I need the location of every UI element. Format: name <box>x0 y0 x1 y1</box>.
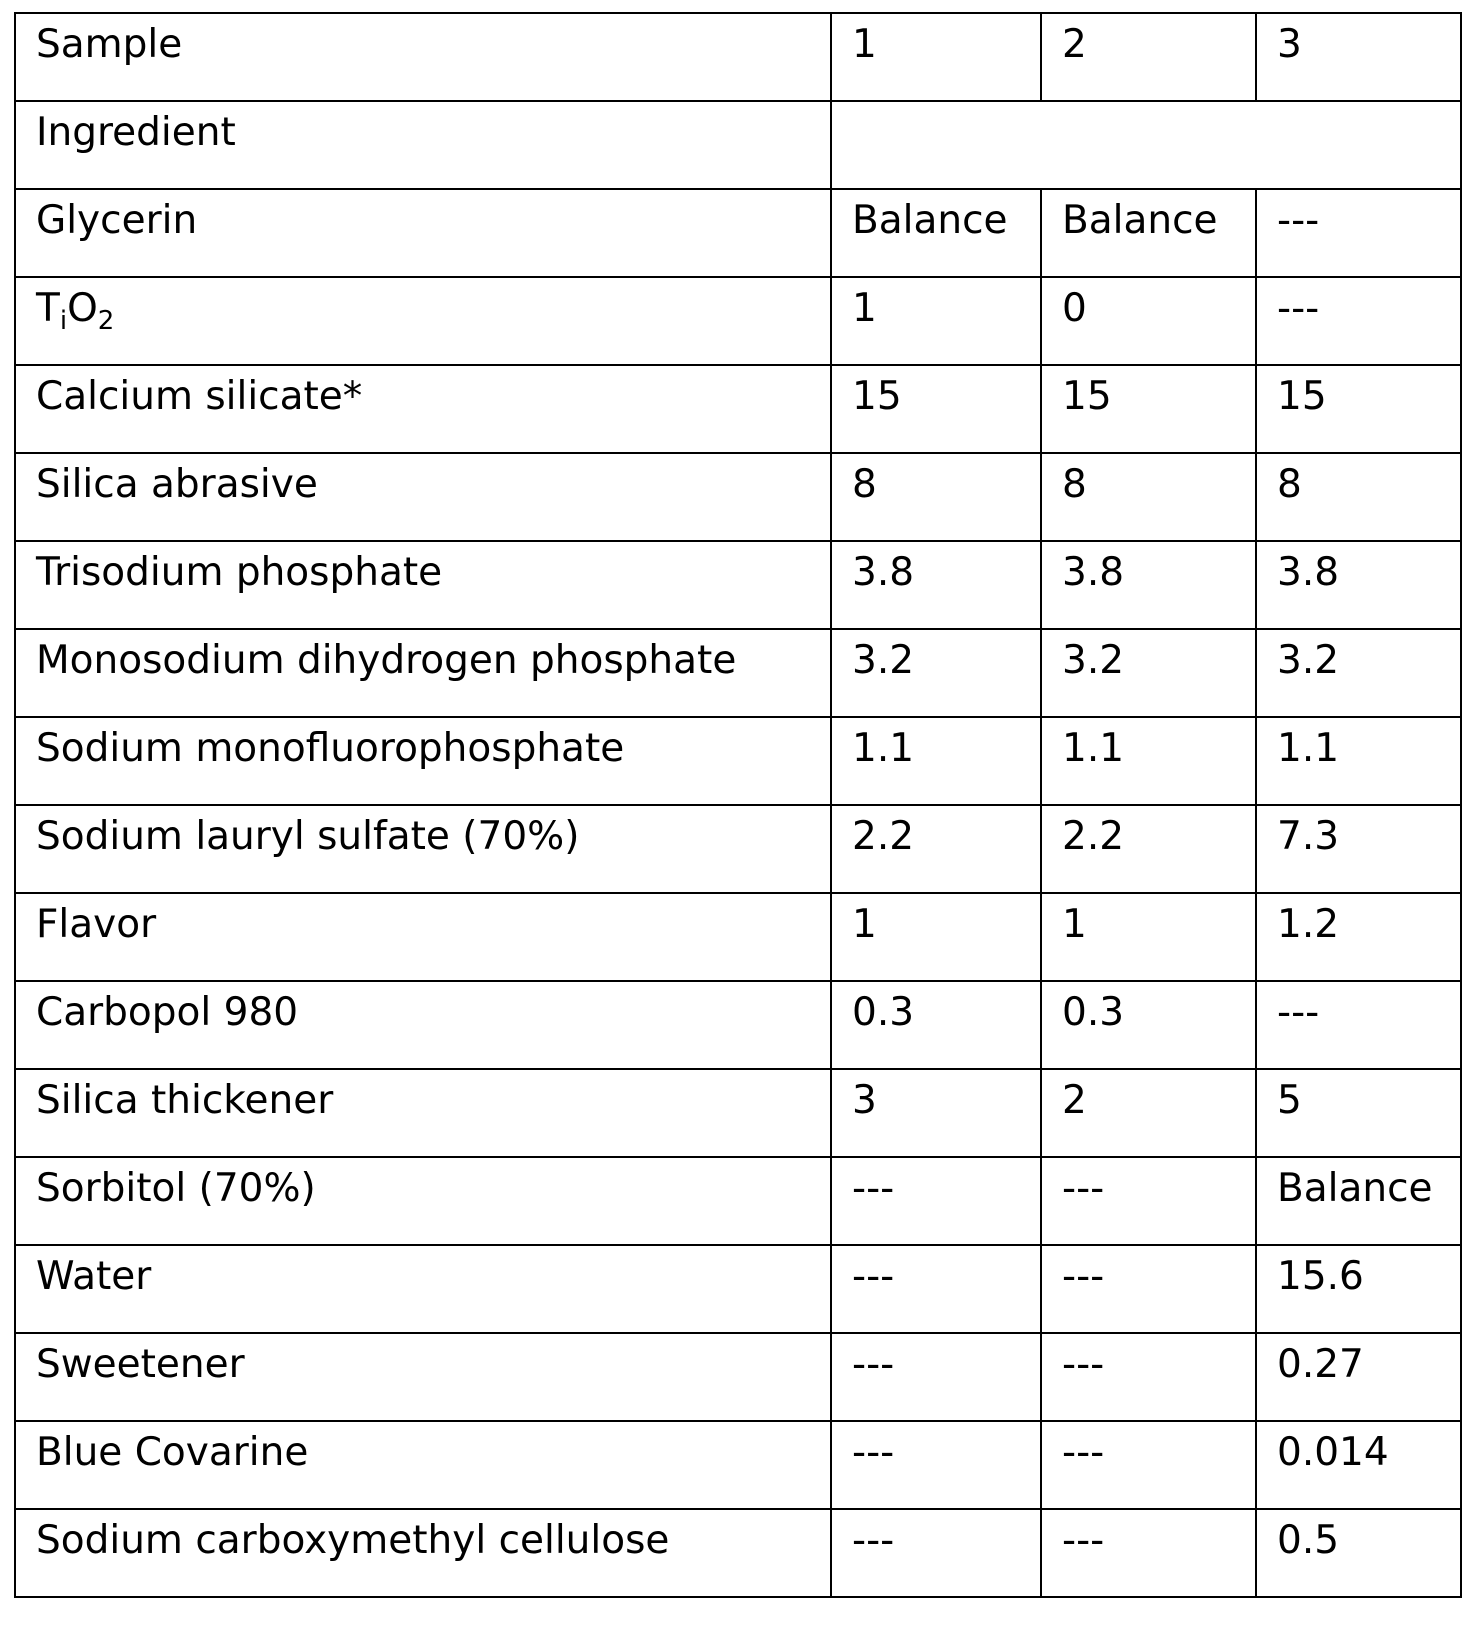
sample-3-value: 0.5 <box>1256 1509 1461 1597</box>
sample-3-value: 15.6 <box>1256 1245 1461 1333</box>
sample-3-value: 15 <box>1256 365 1461 453</box>
table-row <box>15 805 1461 893</box>
ingredient-name: Calcium silicate* <box>15 365 831 453</box>
sample-1-value: 3.8 <box>831 541 1041 629</box>
sample-2-value: 3.8 <box>1041 541 1256 629</box>
sample-1-value: --- <box>831 1245 1041 1333</box>
sample-3-value: 1.2 <box>1256 893 1461 981</box>
table-row <box>15 1245 1461 1333</box>
ingredient-name: Silica thickener <box>15 1069 831 1157</box>
formula-subscript: 2 <box>98 306 115 336</box>
sample-1-value: 8 <box>831 453 1041 541</box>
sample-2-value: --- <box>1041 1421 1256 1509</box>
sample-3-value: --- <box>1256 189 1461 277</box>
sample-3-header: 3 <box>1256 13 1461 101</box>
sample-2-value: 2 <box>1041 1069 1256 1157</box>
sample-2-value: 2.2 <box>1041 805 1256 893</box>
formula-part: O <box>67 286 98 331</box>
sample-1-value: --- <box>831 1421 1041 1509</box>
sample-2-value: 1.1 <box>1041 717 1256 805</box>
table-row <box>15 541 1461 629</box>
sample-2-value: 3.2 <box>1041 629 1256 717</box>
sample-1-value: 1.1 <box>831 717 1041 805</box>
table-row <box>15 629 1461 717</box>
formulation-table <box>14 12 1462 1598</box>
ingredient-name: Carbopol 980 <box>15 981 831 1069</box>
ingredient-header-row <box>15 101 1461 189</box>
sample-1-value: 1 <box>831 277 1041 365</box>
sample-1-value: --- <box>831 1157 1041 1245</box>
sample-1-value: Balance <box>831 189 1041 277</box>
ingredient-name: Sodium carboxymethyl cellulose <box>15 1509 831 1597</box>
sample-2-value: 0 <box>1041 277 1256 365</box>
sample-2-header: 2 <box>1041 13 1256 101</box>
ingredient-name: Flavor <box>15 893 831 981</box>
sample-2-value: --- <box>1041 1245 1256 1333</box>
sample-3-value: 1.1 <box>1256 717 1461 805</box>
formula-subscript: i <box>60 306 67 336</box>
sample-2-value: --- <box>1041 1157 1256 1245</box>
sample-2-value: --- <box>1041 1333 1256 1421</box>
ingredient-name: Glycerin <box>15 189 831 277</box>
sample-2-value: --- <box>1041 1509 1256 1597</box>
table-row <box>15 1069 1461 1157</box>
table-row <box>15 1509 1461 1597</box>
ingredient-name: Trisodium phosphate <box>15 541 831 629</box>
sample-2-value: 15 <box>1041 365 1256 453</box>
sample-3-value: --- <box>1256 277 1461 365</box>
ingredient-name: Blue Covarine <box>15 1421 831 1509</box>
formula-part: T <box>36 286 60 331</box>
sample-2-value: 0.3 <box>1041 981 1256 1069</box>
ingredient-name: Water <box>15 1245 831 1333</box>
sample-3-value: Balance <box>1256 1157 1461 1245</box>
table-row <box>15 717 1461 805</box>
ingredient-name: Sodium lauryl sulfate (70%) <box>15 805 831 893</box>
sample-3-value: 0.27 <box>1256 1333 1461 1421</box>
sample-3-value: --- <box>1256 981 1461 1069</box>
table-row <box>15 1421 1461 1509</box>
ingredient-name: Sweetener <box>15 1333 831 1421</box>
ingredient-name: Sodium monofluorophosphate <box>15 717 831 805</box>
table-row <box>15 981 1461 1069</box>
ingredient-name: Sorbitol (70%) <box>15 1157 831 1245</box>
sample-1-value: 3 <box>831 1069 1041 1157</box>
sample-1-value: 3.2 <box>831 629 1041 717</box>
sample-3-value: 3.8 <box>1256 541 1461 629</box>
sample-1-value: 1 <box>831 893 1041 981</box>
sample-1-value: --- <box>831 1333 1041 1421</box>
sample-1-value: 0.3 <box>831 981 1041 1069</box>
sample-1-value: 2.2 <box>831 805 1041 893</box>
header-label: Sample <box>15 13 831 101</box>
table-row <box>15 365 1461 453</box>
sample-3-value: 5 <box>1256 1069 1461 1157</box>
sample-1-value: --- <box>831 1509 1041 1597</box>
sample-3-value: 8 <box>1256 453 1461 541</box>
table-row <box>15 1157 1461 1245</box>
sample-3-value: 3.2 <box>1256 629 1461 717</box>
ingredient-name: Monosodium dihydrogen phosphate <box>15 629 831 717</box>
sample-1-value: 15 <box>831 365 1041 453</box>
table-row <box>15 1333 1461 1421</box>
ingredient-label: Ingredient <box>15 101 831 189</box>
header-row <box>15 13 1461 101</box>
sample-1-header: 1 <box>831 13 1041 101</box>
sample-3-value: 0.014 <box>1256 1421 1461 1509</box>
table-row <box>15 277 1461 365</box>
sample-2-value: 8 <box>1041 453 1256 541</box>
sample-2-value: 1 <box>1041 893 1256 981</box>
ingredient-name-tio2 <box>15 277 831 365</box>
table-row <box>15 893 1461 981</box>
ingredient-name: Silica abrasive <box>15 453 831 541</box>
table-row <box>15 189 1461 277</box>
empty-merged-cell <box>831 101 1461 189</box>
sample-3-value: 7.3 <box>1256 805 1461 893</box>
table-row <box>15 453 1461 541</box>
sample-2-value: Balance <box>1041 189 1256 277</box>
